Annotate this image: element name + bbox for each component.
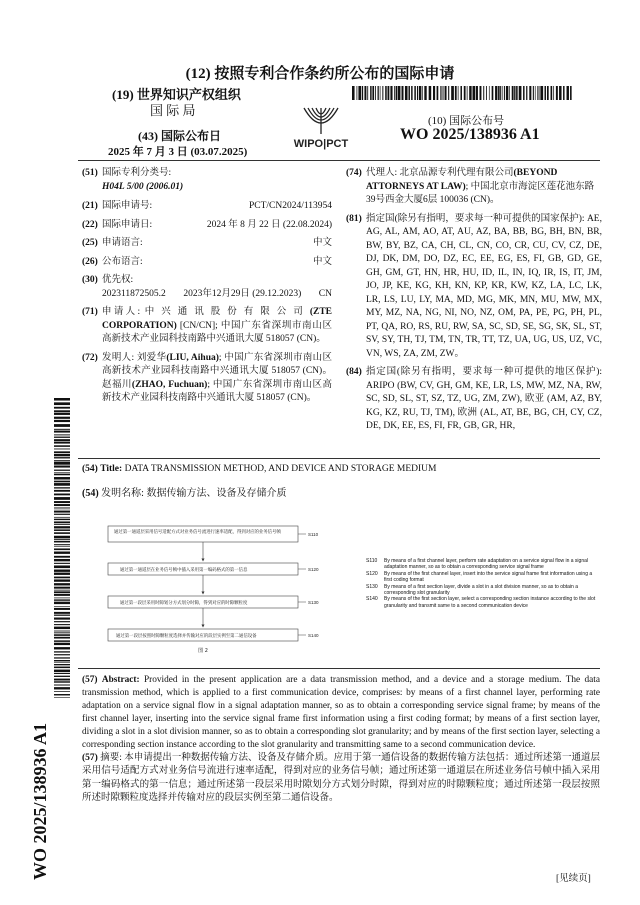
document-type-title: (12) 按照专利合作条约所公布的国际申请 — [185, 66, 455, 82]
ipc-classification: H04L 5/00 (2006.01) — [102, 181, 184, 192]
flow-step-4 — [108, 629, 319, 641]
field-72: (72) 发明人: 刘爱华(LIU, Aihua); 中国广东省深圳市南山区高新技术产业园科技南路中兴通讯大厦 518057 (CN)。 赵福川(ZHAO, Fuchuan); 中国广东省深圳市南山区高新技术产业园科技南路中兴通讯大厦 518057 (CN)。 — [82, 352, 333, 403]
legend-row: S110 By means of a first channel layer, perform rate adaptation on a service signal flow in a signal adaptation manner, so as to obtain a corresponding service signal frame — [366, 558, 588, 571]
figure-divider — [78, 668, 600, 669]
bibliographic-right-column — [346, 167, 602, 434]
priority-data: 202311872505.2 2023年12月29日 (29.12.2023) CN — [102, 288, 332, 299]
field-30: (30) 优先权: — [82, 275, 134, 285]
field-74: (74) 代理人: 北京品源专利代理有限公司(BEYOND ATTORNEYS AT LAW); 中国北京市海淀区莲花池东路39号西金大厦6层 100036 (CN)。 — [346, 168, 595, 205]
legend-row: S130 By means of a first section layer, divide a slot in a slot division manner, so as to obtain a corresponding slot granularity — [366, 583, 578, 597]
publication-date-label: (43) 国际公布日 — [138, 129, 221, 143]
publication-date: 2025 年 7 月 3 日 (03.07.2025) — [108, 146, 248, 158]
flow-step-3-text: 通过第一段层采用时隙划分方式划分时隙，得到对应的时隙颗粒度 — [120, 601, 248, 606]
abstract-chinese: (57) 摘要: 本申请提出一种数据传输方法、设备及存储介质。应用于第一通信设备的数据传输方法包括：通过所述第一通道层采用信号适配方式对业务信号流进行速率适配，得到对应的业务信号帧；通过所述第一通道层在所述业务信号帧中插入采用第一编码格式的第一信息；通过所述第一段层采用时隙划分方式划分时隙，得到对应的时隙颗粒度；通过所述第一段层按照所述时隙颗粒度选择并传输对应的段层实例至第二通信设备。 — [82, 753, 600, 803]
field-81: (81) 指定国(除另有指明，要求每一种可提供的国家保护): AE, AG, AL, AM, AO, AT, AU, AZ, BA, BB, BG, BH, BN, BR, BW, BY, BZ, CA, CH, CL, CN, CO, CR, CU, CV, CZ, DE, DJ, DK, DM, DO, DZ, EC, EE, EG, ES, FI, GB, GD, GE, GH, GM, GT, HN, HR, HU, ID, IL, IN, IQ, IR, IS, IT, JM, JO, JP, KE, KG, KH, KN, KP, KR, KW, KZ, LA, LC, LK, LR, LS, LU, LY, MA, MD, MG, MK, MN, MU, MW, MX, MY, MZ, NA, NG, NI, NO, NZ, OM, PA, PE, PG, PH, PL, PT, QA, RO, RS, RU, RW, SA, SC, SD, SE, SG, SK, SL, ST, SV, SY, TH, TJ, TM, TN, TR, TT, TZ, UA, UG, US, UZ, VC, VN, WS, ZA, ZM, ZW。 — [346, 213, 602, 359]
figure-legend — [366, 558, 600, 609]
field-26: (26) 公布语言: 中文 — [82, 256, 332, 267]
title-chinese: (54) 发明名称: 数据传输方法、设备及存储介质 — [82, 488, 287, 499]
field-22: (22) 国际申请日: 2024 年 8 月 22 日 (22.08.2024) — [82, 219, 332, 230]
biblio-divider — [78, 458, 600, 459]
flow-step-2 — [108, 563, 319, 575]
flow-step-1-ref: S110 — [308, 532, 319, 537]
figure-caption: 图 2 — [198, 648, 208, 654]
header-divider — [78, 160, 600, 161]
side-barcode — [54, 398, 70, 698]
field-51: (51) 国际专利分类号: — [82, 168, 172, 178]
wipo-pct-logo — [276, 104, 366, 150]
flow-step-1-text: 通过第一通道层采用信号适配方式对业务信号流进行速率适配，得到对应的业务信号帧 — [114, 530, 281, 535]
publication-number: WO 2025/138936 A1 — [400, 126, 540, 143]
flow-step-3-ref: S130 — [308, 600, 319, 605]
legend-row: S140 By means of the first section layer, select a corresponding section instance according to the slot granularity and transmit same to a second communication device — [366, 596, 596, 609]
flow-step-2-text: 通过第一通道层在业务信号帧中插入采用第一编码格式的第一信息 — [120, 568, 248, 573]
field-71: (71) 申请人: 中 兴 通 讯 股 份 有 限 公 司 (ZTE CORPORATION) [CN/CN]; 中国广东省深圳市南山区高新技术产业园科技南路中兴通讯大厦 518057 (CN)。 — [82, 307, 332, 344]
flow-step-3 — [108, 596, 319, 608]
field-25: (25) 申请语言: 中文 — [82, 238, 332, 248]
flow-step-4-text: 通过第一段层按照时隙颗粒度选择并传输对应的段层实例至第二通信设备 — [116, 634, 257, 639]
flowchart-figure — [100, 518, 350, 658]
organization-bureau: 国 际 局 — [150, 103, 196, 118]
abstract-english: (57) Abstract: Provided in the present application are a data transmission method, and a device and a storage medium. The data transmission method, which is applied to a first communication device, comprises: by means of a first channel layer, performing rate adaptation on a service signal flow in a signal adaptation manner, so as to obtain a corresponding service signal frame; by means of the first channel layer, inserting into the service signal frame first information using a first coding format; by means of a first section layer, dividing a slot in a slot division manner, so as to obtain a corresponding slot granularity; and by means of the first section layer, selecting a corresponding section instance according to the slot granularity and transmitting same to a second communication device. — [82, 675, 601, 750]
continued-marker: [见续页] — [556, 874, 591, 884]
flow-step-2-ref: S120 — [308, 567, 319, 572]
bibliographic-left-column — [82, 167, 332, 406]
flow-step-4-ref: S140 — [308, 633, 319, 638]
side-publication-number: WO 2025/138936 A1 — [30, 722, 50, 880]
flow-step-1 — [108, 526, 319, 542]
logo-text: WIPO|PCT — [293, 138, 349, 150]
field-21: (21) 国际申请号: PCT/CN2024/113954 — [82, 201, 332, 211]
field-84: (84) 指定国(除另有指明，要求每一种可提供的地区保护): ARIPO (BW, CV, GH, GM, KE, LR, LS, MW, MZ, NA, RW, SC, SD, SL, ST, SZ, TZ, UG, ZM, ZW), 欧亚 (AM, AZ, BY, KG, KZ, RU, TJ, TM), 欧洲 (AL, AT, BE, BG, CH, CY, CZ, DE, DK, EE, ES, FI, FR, GB, GR, HR, — [346, 367, 602, 431]
title-english: (54) Title: DATA TRANSMISSION METHOD, AND DEVICE AND STORAGE MEDIUM — [82, 464, 437, 474]
publication-number-label: (10) 国际公布号 — [428, 115, 505, 127]
organization-name: (19) 世界知识产权组织 — [112, 87, 241, 102]
legend-row: S120 By means of the first channel layer, insert into the service signal frame first information using a first coding format — [366, 570, 593, 584]
top-barcode — [352, 86, 572, 100]
